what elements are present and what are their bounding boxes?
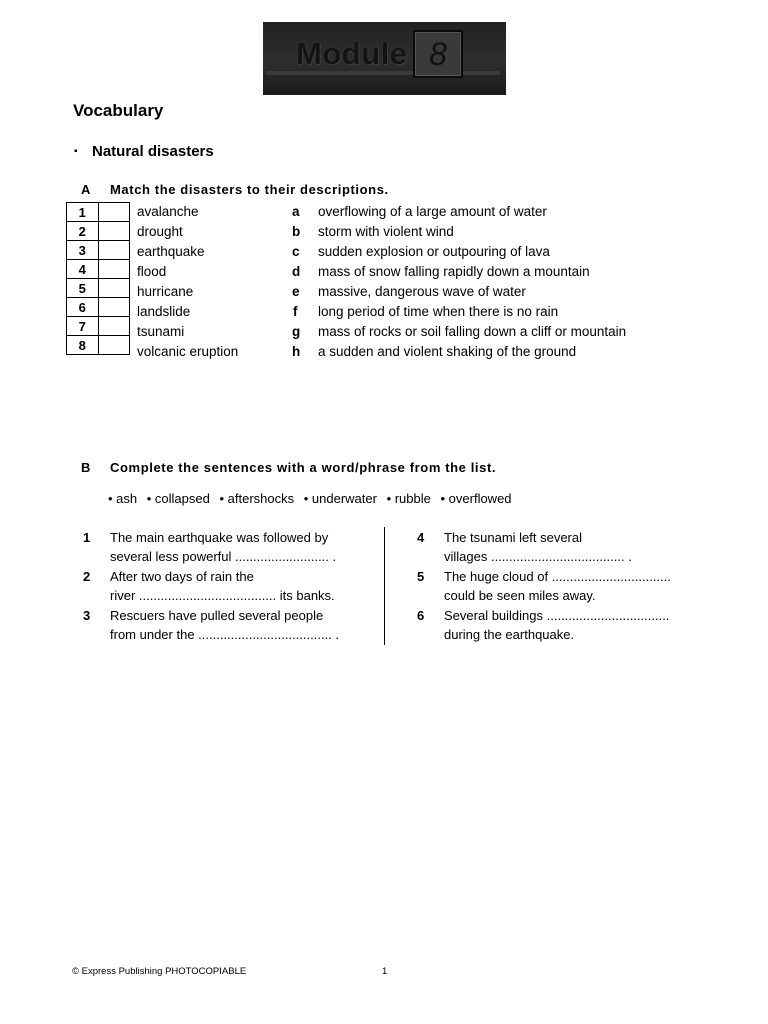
word-list-item: • overflowed xyxy=(440,491,512,506)
description-letter: b xyxy=(292,224,301,239)
page-number: 1 xyxy=(382,966,388,977)
sentence-text: river ...................................... its banks. xyxy=(110,588,335,603)
answer-box[interactable] xyxy=(98,336,130,355)
sentence-text: from under the ..................................... . xyxy=(110,627,340,642)
answer-box[interactable] xyxy=(98,317,130,336)
sentence-number: 1 xyxy=(83,530,91,545)
item-number: 1 xyxy=(67,203,99,222)
section-b-letter: B xyxy=(81,460,91,475)
square-bullet-icon: ▪ xyxy=(74,146,78,157)
disaster-description: mass of rocks or soil falling down a cliff or mountain xyxy=(318,324,627,339)
answer-box[interactable] xyxy=(98,203,130,222)
sentence-number: 2 xyxy=(83,569,91,584)
table-row xyxy=(67,203,130,222)
sentence-text: could be seen miles away. xyxy=(444,588,596,603)
sentence-text: villages ..................................... . xyxy=(444,549,632,564)
description-letter: h xyxy=(292,344,301,359)
word-list-item: • rubble xyxy=(386,491,431,506)
answer-box[interactable] xyxy=(98,298,130,317)
description-letter: a xyxy=(292,204,300,219)
item-number: 3 xyxy=(67,241,99,260)
sentence-text: during the earthquake. xyxy=(444,627,575,642)
disaster-description: sudden explosion or outpouring of lava xyxy=(318,244,550,259)
disaster-description: long period of time when there is no rain xyxy=(318,304,559,319)
item-number: 5 xyxy=(67,279,99,298)
sentence-text: The huge cloud of ................................. xyxy=(444,569,671,584)
table-row xyxy=(67,336,130,355)
table-row xyxy=(67,279,130,298)
item-number: 4 xyxy=(67,260,99,279)
word-list-item: • ash xyxy=(108,491,138,506)
sentence-text: Rescuers have pulled several people xyxy=(110,608,324,623)
disaster-description: overflowing of a large amount of water xyxy=(318,204,547,219)
page-title: Vocabulary xyxy=(73,101,164,120)
sentence-text: After two days of rain the xyxy=(110,569,254,584)
disaster-word: earthquake xyxy=(137,244,205,259)
answer-box[interactable] xyxy=(98,260,130,279)
disaster-description: massive, dangerous wave of water xyxy=(318,284,526,299)
disaster-word: flood xyxy=(137,264,167,279)
word-list-item: • collapsed xyxy=(146,491,210,506)
item-number: 2 xyxy=(67,222,99,241)
sentence-text: several less powerful .......................... . xyxy=(110,549,337,564)
sentence-text: The tsunami left several xyxy=(444,530,583,545)
word-list-item: • underwater xyxy=(303,491,377,506)
disaster-word: landslide xyxy=(137,304,191,319)
disaster-word: tsunami xyxy=(137,324,185,339)
item-number: 7 xyxy=(67,317,99,336)
disaster-description: a sudden and violent shaking of the ground xyxy=(318,344,577,359)
disaster-word: hurricane xyxy=(137,284,194,299)
module-number: 8 xyxy=(413,30,463,78)
table-row xyxy=(67,222,130,241)
table-row xyxy=(67,260,130,279)
disaster-description: mass of snow falling rapidly down a mountain xyxy=(318,264,590,279)
disaster-word: drought xyxy=(137,224,183,239)
table-row xyxy=(67,241,130,260)
disaster-word: volcanic eruption xyxy=(137,344,239,359)
description-letter: d xyxy=(292,264,301,279)
column-divider xyxy=(384,527,385,645)
sentence-number: 6 xyxy=(417,608,425,623)
section-a-instruction: Match the disasters to their descriptions. xyxy=(110,182,389,197)
disaster-word: avalanche xyxy=(137,204,199,219)
matching-answer-table xyxy=(66,202,130,355)
description-letter: f xyxy=(293,304,298,319)
disaster-description: storm with violent wind xyxy=(318,224,454,239)
copyright-footer: © Express Publishing PHOTOCOPIABLE xyxy=(72,966,247,977)
sentence-number: 3 xyxy=(83,608,91,623)
answer-box[interactable] xyxy=(98,279,130,298)
description-letter: g xyxy=(292,324,301,339)
sentence-number: 5 xyxy=(417,569,425,584)
answer-box[interactable] xyxy=(98,222,130,241)
word-list-item: • aftershocks xyxy=(219,491,295,506)
table-row xyxy=(67,317,130,336)
section-b-instruction: Complete the sentences with a word/phrase from the list. xyxy=(110,460,497,475)
section-a-letter: A xyxy=(81,182,91,197)
table-row xyxy=(67,298,130,317)
item-number: 6 xyxy=(67,298,99,317)
item-number: 8 xyxy=(67,336,99,355)
word-list xyxy=(108,491,518,506)
sentence-number: 4 xyxy=(417,530,425,545)
answer-box[interactable] xyxy=(98,241,130,260)
description-letter: e xyxy=(292,284,300,299)
sentence-text: The main earthquake was followed by xyxy=(110,530,329,545)
sentence-text: Several buildings .................................. xyxy=(444,608,670,623)
module-title: Module xyxy=(296,36,408,71)
description-letter: c xyxy=(292,244,300,259)
topic-heading: Natural disasters xyxy=(92,143,214,160)
